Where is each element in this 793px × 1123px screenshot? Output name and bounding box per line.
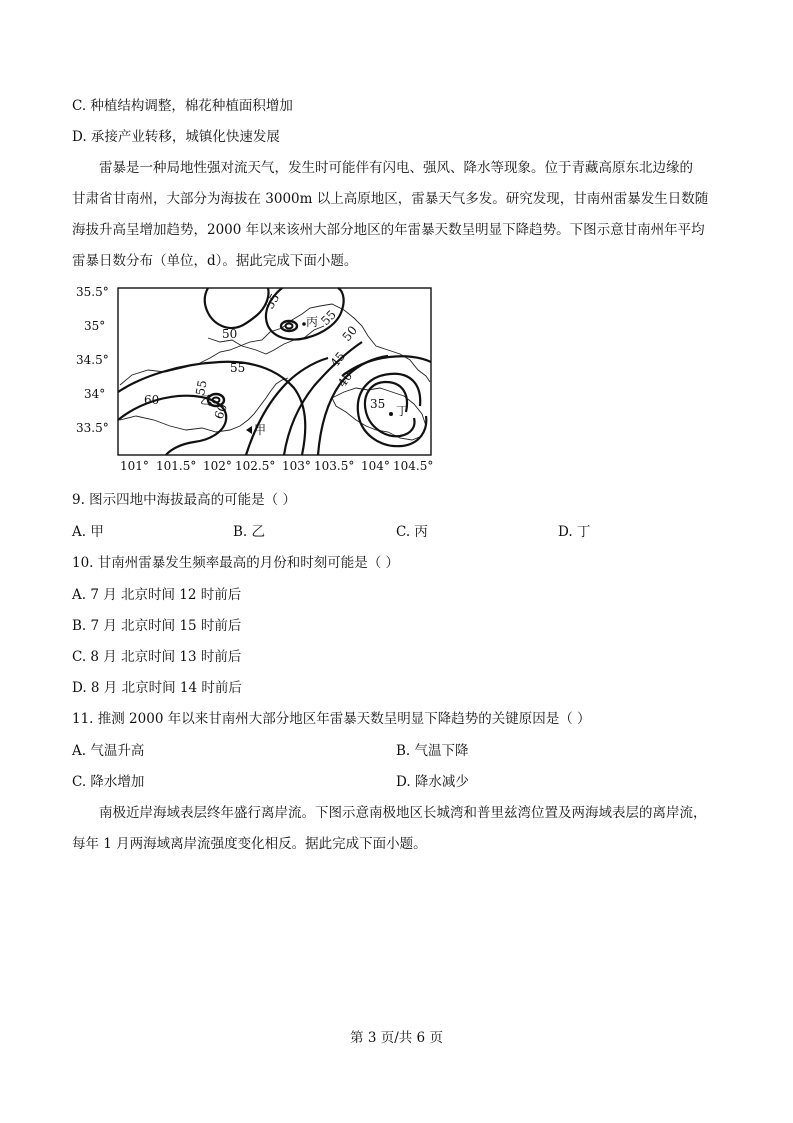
contour-label: 40 bbox=[334, 369, 356, 390]
lon-label: 101.5° bbox=[156, 459, 197, 473]
q10-option-a[interactable]: A. 7 月 北京时间 12 时前后 bbox=[72, 587, 242, 603]
q9-option-d[interactable]: D. 丁 bbox=[558, 524, 591, 540]
lat-label: 34.5° bbox=[76, 353, 109, 367]
lon-label: 103.5° bbox=[314, 459, 355, 473]
q10-option-d[interactable]: D. 8 月 北京时间 14 时前后 bbox=[72, 680, 242, 696]
contour-label: 35 bbox=[370, 397, 386, 411]
passage2-line2: 每年 1 月两海域离岸流强度变化相反。据此完成下面小题。 bbox=[72, 836, 427, 852]
q9-stem: 9. 图示四地中海拔最高的可能是（ ） bbox=[72, 492, 296, 508]
q11-option-d[interactable]: D. 降水减少 bbox=[396, 774, 469, 790]
contour-label: 55 bbox=[262, 291, 283, 312]
page-footer: 第 3 页/共 6 页 bbox=[350, 1030, 443, 1046]
q11-stem: 11. 推测 2000 年以来甘南州大部分地区年雷暴天数呈明显下降趋势的关键原因是（ ） bbox=[72, 711, 591, 727]
option-d-prev: D. 承接产业转移，城镇化快速发展 bbox=[72, 129, 280, 145]
contour-label: 60 bbox=[211, 401, 231, 422]
q9-option-b[interactable]: B. 乙 bbox=[233, 524, 266, 540]
lat-label: 35° bbox=[84, 319, 106, 333]
contour-label: 55 bbox=[193, 379, 210, 397]
q11-option-c[interactable]: C. 降水增加 bbox=[72, 774, 145, 790]
contour-label: 50 bbox=[222, 327, 238, 341]
option-c-prev: C. 种植结构调整，棉花种植面积增加 bbox=[72, 98, 293, 114]
passage2-line1: 南极近岸海域表层终年盛行离岸流。下图示意南极地区长城湾和普里兹湾位置及两海域表层的离岸流， bbox=[99, 805, 707, 821]
contour-label: 50 bbox=[339, 323, 361, 344]
lat-label: 35.5° bbox=[76, 285, 109, 299]
contour-label: 55 bbox=[318, 307, 339, 329]
passage1-line4: 雷暴日数分布（单位，d）。据此完成下面小题。 bbox=[72, 253, 358, 269]
lon-label: 104° bbox=[361, 459, 390, 473]
q10-stem: 10. 甘南州雷暴发生频率最高的月份和时刻可能是（ ） bbox=[72, 555, 400, 571]
q9-option-a[interactable]: A. 甲 bbox=[72, 524, 104, 540]
lat-label: 34° bbox=[84, 387, 106, 401]
contour-label: 55 bbox=[230, 361, 246, 375]
q11-option-b[interactable]: B. 气温下降 bbox=[396, 743, 469, 759]
q10-option-b[interactable]: B. 7 月 北京时间 15 时前后 bbox=[72, 618, 242, 634]
lon-label: 104.5° bbox=[393, 459, 434, 473]
passage1-line3: 海拔升高呈增加趋势，2000 年以来该州大部分地区的年雷暴天数呈明显下降趋势。下图示意甘南州年平均 bbox=[72, 222, 705, 238]
contour-label: 60 bbox=[144, 393, 160, 407]
passage1-line1: 雷暴是一种局地性强对流天气，发生时可能伴有闪电、强风、降水等现象。位于青藏高原东北边缘的 bbox=[99, 160, 693, 176]
thunderstorm-isoline-map bbox=[70, 280, 450, 475]
place-label-jia: 甲 bbox=[254, 423, 267, 437]
q11-option-a[interactable]: A. 气温升高 bbox=[72, 743, 145, 759]
passage1-line2: 甘肃省甘南州，大部分为海拔在 3000m 以上高原地区，雷暴天气多发。研究发现，甘南州雷暴发生日数随 bbox=[72, 191, 709, 207]
q10-option-c[interactable]: C. 8 月 北京时间 13 时前后 bbox=[72, 649, 242, 665]
lon-label: 102.5° bbox=[235, 459, 276, 473]
contour-label: 45 bbox=[327, 349, 349, 370]
place-label-yi: 乙 bbox=[200, 393, 213, 407]
lat-label: 33.5° bbox=[76, 421, 109, 435]
place-label-bing: 丙 bbox=[306, 315, 319, 329]
place-label-ding: 丁 bbox=[396, 404, 409, 418]
q9-option-c[interactable]: C. 丙 bbox=[396, 524, 428, 540]
lon-label: 102° bbox=[203, 459, 232, 473]
place-marker-ding bbox=[389, 412, 393, 416]
lon-label: 103° bbox=[282, 459, 311, 473]
lon-label: 101° bbox=[120, 459, 149, 473]
